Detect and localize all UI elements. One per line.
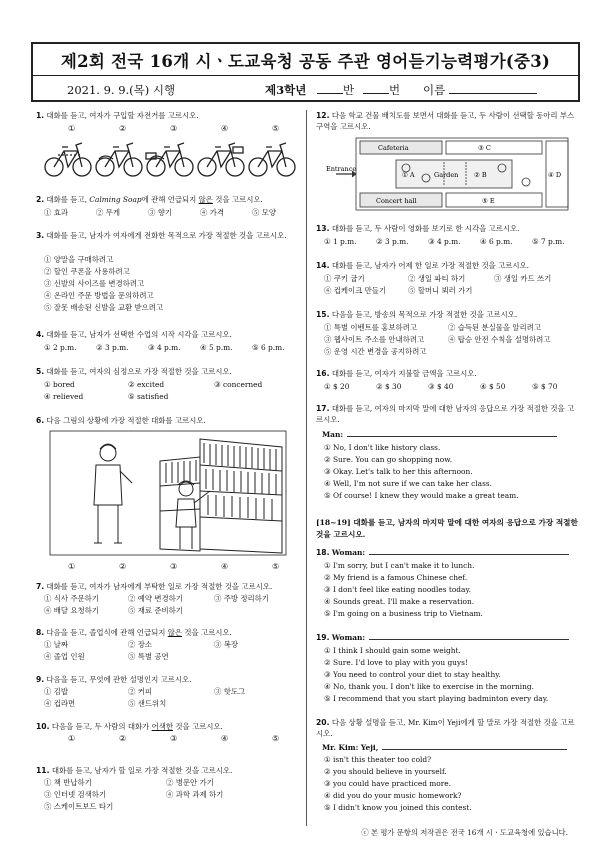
q15-option-3[interactable]: ③ 웹사이트 주소를 안내하려고 [324,335,425,344]
question-6: 6. 다음 그림의 상황에 가장 적절한 대화를 고르시오. ① ② ③ ④ ⑤ [36,415,298,426]
question-12: 12. 다음 학교 건물 배치도를 보면서 대화를 듣고, 두 사람이 선택할 동아리 부스 구역을 고르시오. [316,111,575,131]
q1-option-1[interactable]: ① [68,124,76,133]
q2-option-5[interactable]: ⑤ 모양 [252,208,277,217]
q9-option-5[interactable]: ⑤ 샌드위치 [128,699,167,708]
q8-option-4[interactable]: ④ 졸업 인원 [44,652,85,661]
q11-option-2[interactable]: ② 병문안 가기 [166,778,214,787]
q7-option-3[interactable]: ③ 주방 정리하기 [214,594,269,603]
q16-option-1[interactable]: ① $ 20 [324,382,350,391]
plan-entrance-label: Entrance [326,165,357,173]
q11-option-5[interactable]: ⑤ 스케이트보드 타기 [44,802,114,811]
q1-option-3[interactable]: ③ [170,124,178,133]
library-scene-illustration [50,431,286,555]
name-field[interactable] [423,82,537,98]
q9-option-1[interactable]: ① 김밥 [44,687,69,696]
q17-option-2[interactable]: ② Sure. You can go shopping now. [324,455,453,464]
q17-speaker: Man: [322,430,344,439]
q6-option-2[interactable]: ② [119,562,127,571]
q3-option-4[interactable]: ④ 온라인 주문 방법을 문의하려고 [44,291,154,300]
q20-option-1[interactable]: ① isn't this theater too cold? [324,755,432,764]
q19-speaker: Woman: [331,633,366,642]
plan-zone-b-label: ② B [474,171,487,179]
question-14: 14. 대화를 듣고, 남자가 어제 한 일로 가장 적절한 것을 고르시오. ① 쿠키 굽기 ② 생일 파티 하기 ③ 생일 카드 쓰기 ④ 컵케이크 만들기 ⑤ 할머니 뵈러 가기 [316,261,552,295]
exam-info-row [33,75,578,102]
q16-option-2[interactable]: ② $ 30 [376,382,402,391]
q16-option-4[interactable]: ④ $ 50 [480,382,506,391]
q10-option-3[interactable]: ③ [170,734,178,743]
q4-option-5[interactable]: ⑤ 6 p.m. [252,343,285,352]
question-13: 13. 대화를 듣고, 두 사람이 영화를 보기로 한 시각을 고르시오. ① 1 p.m. ② 3 p.m. ③ 4 p.m. ④ 6 p.m. ⑤ 7 p.m. [316,224,565,246]
q11-option-4[interactable]: ④ 과학 과제 하기 [166,790,224,799]
q7-option-2[interactable]: ② 예약 변경하기 [128,594,183,603]
q9-option-4[interactable]: ④ 컵라면 [44,699,76,708]
q7-option-4[interactable]: ④ 배달 요청하기 [44,606,99,615]
q18-speaker: Woman: [331,548,366,557]
q3-option-5[interactable]: ⑤ 잘못 배송된 신발을 교환 받으려고 [44,303,164,312]
question-17: 17. 대화를 듣고, 여자의 마지막 말에 대한 남자의 응답으로 가장 적절한 것을 고르시오. Man: ① No, I don't like history class. ② Sure. You can go shopping now. ③ Okay. Let's talk to her this afternoon. ④ Well, I'm not sure if we can take her class. ⑤ Of course! I knew they would make a great team. [316,404,575,500]
q13-option-1[interactable]: ① 1 p.m. [324,237,357,246]
q9-option-3[interactable]: ③ 핫도그 [214,687,246,696]
q5-option-5[interactable]: ⑤ satisfied [128,392,169,401]
q10-option-4[interactable]: ④ [221,734,229,743]
q2-option-1[interactable]: ① 효과 [44,208,69,217]
bicycle-5-icon [249,143,295,176]
q15-option-1[interactable]: ① 특별 이벤트를 홍보하려고 [324,323,417,332]
q14-option-1[interactable]: ① 쿠키 굽기 [324,274,365,283]
question-7: 7. 대화를 듣고, 여자가 남자에게 부탁한 일로 가장 적절한 것을 고르시오. ① 식사 주문하기 ② 예약 변경하기 ③ 주방 정리하기 ④ 배달 요청하기 ⑤ 재료 준비하기 [36,582,273,615]
bicycle-3-icon [146,143,193,176]
plan-zone-c-room [446,141,542,154]
q4-option-2[interactable]: ② 3 p.m. [96,343,129,352]
q9-option-2[interactable]: ② 커피 [128,687,153,696]
q20-speaker: Mr. Kim: Yeji, [322,743,379,752]
q7-option-5[interactable]: ⑤ 재료 준비하기 [128,606,183,615]
exam-date: 2021. 9. 9.(목) 시행 [67,83,176,97]
bicycle-4-icon [198,143,244,176]
q1-option-4[interactable]: ④ [221,124,229,133]
plan-cafeteria-label: Cafeteria [378,144,409,152]
q6-option-4[interactable]: ④ [221,562,229,571]
question-9: 9. 다음을 듣고, 무엇에 관한 설명인지 고르시오. ① 김밥 ② 커피 ③ 핫도그 ④ 컵라면 ⑤ 샌드위치 [36,675,246,708]
bicycle-illustrations [44,137,294,181]
bicycle-2-icon [96,143,142,176]
q14-option-3[interactable]: ③ 생일 카드 쓰기 [494,274,552,283]
q20-option-3[interactable]: ③ you could have practiced more. [324,779,452,788]
school-floor-plan [326,138,576,210]
q3-option-2[interactable]: ② 할인 쿠폰을 사용하려고 [44,267,130,276]
q17-option-1[interactable]: ① No, I don't like history class. [324,443,441,452]
question-3: 3. 대화를 듣고, 남자가 여자에게 전화한 목적으로 가장 적절한 것을 고르시오. ① 양말을 구매하려고 ② 할인 쿠폰을 사용하려고 ③ 신발의 사이즈를 변경하려고 ④ 온라인 주문 방법을 문의하려고 ⑤ 잘못 배송된 신발을 교환 받으려고 [36,231,287,312]
q8-option-1[interactable]: ① 날짜 [44,640,69,649]
question-4: 4. 대화를 듣고, 남자가 선택한 수업의 시작 시각을 고르시오. ① 2 p.m. ② 3 p.m. ③ 4 p.m. ④ 5 p.m. ⑤ 6 p.m. [36,330,285,352]
plan-zone-a-label: ① A [402,171,415,179]
question-11: 11. 대화를 듣고, 남자가 할 일로 가장 적절한 것을 고르시오. ① 책 반납하기 ② 병문안 가기 ③ 인터넷 검색하기 ④ 과학 과제 하기 ⑤ 스케이트보드 타기 [36,766,233,811]
q5-option-1[interactable]: ① bored [44,380,75,389]
q3-option-3[interactable]: ③ 신발의 사이즈를 변경하려고 [44,279,145,288]
q20-option-5[interactable]: ⑤ I didn't know you joined this contest. [324,803,472,812]
q18-option-1[interactable]: ① I'm sorry, but I can't make it to lunch. [324,561,475,570]
exam-header [31,42,580,102]
question-15: 15. 다음을 듣고, 방송의 목적으로 가장 적절한 것을 고르시오. ① 특별 이벤트를 홍보하려고 ② 습득된 분실물을 알리려고 ③ 웹사이트 주소를 안내하려고 ④ 탑승 안전 수칙을 설명하려고 ⑤ 운영 시간 변경을 공지하려고 [316,310,551,356]
q10-option-1[interactable]: ① [68,734,76,743]
question-2: 2. 대화를 듣고, Calming Soap에 관해 언급되지 않은 것을 고르시오. ① 효과 ② 무게 ③ 향기 ④ 가격 ⑤ 모양 [36,195,277,217]
q16-option-3[interactable]: ③ $ 40 [428,382,454,391]
question-8: 8. 다음을 듣고, 졸업식에 관해 언급되지 않은 것을 고르시오. ① 날짜 ② 장소 ③ 복장 ④ 졸업 인원 ⑤ 특별 공연 [36,628,239,661]
plan-concert-label: Concert hall [376,197,417,205]
q11-option-1[interactable]: ① 책 반납하기 [44,778,92,787]
q20-option-2[interactable]: ② you should believe in yourself. [324,767,447,776]
q15-option-5[interactable]: ⑤ 운영 시간 변경을 공지하려고 [324,347,427,356]
tree-icon [522,178,530,186]
number-label: 번 [389,83,401,97]
group-18-19-instruction: [18~19] 대화를 듣고, 남자의 마지막 말에 대한 여자의 응답으로 가장 적절한 것을 고르시오. [316,518,578,539]
q4-option-1[interactable]: ① 2 p.m. [44,343,77,352]
q19-option-2[interactable]: ② Sure. I'd love to play with you guys! [324,658,468,667]
plan-garden-label: Garden [434,171,459,179]
q2-option-3[interactable]: ③ 향기 [148,208,173,217]
q16-option-5[interactable]: ⑤ $ 70 [532,382,558,391]
q2-option-2[interactable]: ② 무게 [96,208,121,217]
q13-option-2[interactable]: ② 3 p.m. [376,237,409,246]
plan-zone-c-label: ③ C [478,144,491,152]
column-divider [306,110,307,826]
q17-option-4[interactable]: ④ Well, I'm not sure if we can take her class. [324,479,493,488]
grade-label: 제3학년 [265,83,307,97]
q14-option-5[interactable]: ⑤ 할머니 뵈러 가기 [408,286,473,295]
class-field[interactable] [317,82,354,98]
q20-option-4[interactable]: ④ did you do your music homework? [324,791,462,800]
question-10: 10. 다음을 듣고, 두 사람의 대화가 어색한 것을 고르시오. ① ② ③ ④ ⑤ [36,722,280,743]
q5-option-3[interactable]: ③ concerned [214,380,263,389]
q14-option-2[interactable]: ② 생일 파티 하기 [408,274,466,283]
q14-option-4[interactable]: ④ 컵케이크 만들기 [324,286,387,295]
q10-option-5[interactable]: ⑤ [272,734,280,743]
q17-option-3[interactable]: ③ Okay. Let's talk to her this afternoon. [324,467,473,476]
q11-option-3[interactable]: ③ 인터넷 검색하기 [44,790,107,799]
q8-option-3[interactable]: ③ 복장 [214,640,239,649]
q15-option-4[interactable]: ④ 탑승 안전 수칙을 설명하려고 [448,335,551,344]
q2-option-4[interactable]: ④ 가격 [200,208,225,217]
number-field[interactable] [363,82,400,98]
q18-option-2[interactable]: ② My friend is a famous Chinese chef. [324,573,468,582]
q5-option-2[interactable]: ② excited [128,380,165,389]
q19-option-4[interactable]: ④ No, thank you. I don't like to exercise in the morning. [324,682,535,691]
q18-option-3[interactable]: ③ I don't feel like eating noodles today. [324,585,471,594]
q17-option-5[interactable]: ⑤ Of course! I knew they would make a great team. [324,491,519,500]
name-label: 이름 [423,83,446,97]
q4-option-3[interactable]: ③ 4 p.m. [148,343,181,352]
q6-option-1[interactable]: ① [68,562,76,571]
q4-option-4[interactable]: ④ 5 p.m. [200,343,233,352]
q6-option-3[interactable]: ③ [170,562,178,571]
exam-title: 제2회 전국 16개 시ㆍ도교육청 공동 주관 영어듣기능력평가(중3) [60,52,551,71]
question-5: 5. 대화를 듣고, 여자의 심정으로 가장 적절한 것을 고르시오. ① bored ② excited ③ concerned ④ relieved ⑤ satisfied [36,367,263,401]
plan-zone-d-label: ④ D [548,171,562,179]
bicycle-1-icon [45,143,91,176]
question-16: 16. 대화를 듣고, 여자가 지불할 금액을 고르시오. ① $ 20 ② $ 30 ③ $ 40 ④ $ 50 ⑤ $ 70 [316,369,558,391]
q13-option-5[interactable]: ⑤ 7 p.m. [532,237,565,246]
question-1: 1. 대화를 듣고, 여자가 구입할 자전거를 고르시오. ① ② ③ ④ ⑤ [36,110,298,121]
q18-option-5[interactable]: ⑤ I'm going on a business trip to Vietnam. [324,609,483,618]
q7-option-1[interactable]: ① 식사 주문하기 [44,594,99,603]
question-20: 20. 다음 상황 설명을 듣고, Mr. Kim이 Yeji에게 할 말로 가장 적절한 것을 고르시오. Mr. Kim: Yeji, ① isn't this theater too cold? ② you should believe in yourself. ③ you could have practiced more. ④ did you do your music homework? ⑤ I didn't know you joined this contest. [316,718,575,812]
class-label: 반 [343,83,355,97]
plan-zone-e-label: ⑤ E [482,197,495,205]
question-19: 19. Woman: ① I think I should gain some weight. ② Sure. I'd love to play with you guys! ③ You need to control your diet to stay healthy. ④ No, thank you. I don't like to exercise in the morning. ⑤ I recommend that you start playing badminton every day. [316,631,578,643]
q6-option-5[interactable]: ⑤ [272,562,280,571]
q5-option-4[interactable]: ④ relieved [44,392,84,401]
question-18: 18. Woman: ① I'm sorry, but I can't make it to lunch. ② My friend is a famous Chinese chef. ③ I don't feel like eating noodles today. ④ Sounds great. I'll make a reservation. ⑤ I'm going on a business trip to Vietnam. [316,546,578,558]
q8-option-5[interactable]: ⑤ 특별 공연 [128,652,169,661]
q3-option-1[interactable]: ① 양말을 구매하려고 [44,255,114,264]
copyright-footer: ⓒ 본 평가 문항의 저작권은 전국 16개 시ㆍ도교육청에 있습니다. [361,828,568,837]
q8-option-2[interactable]: ② 장소 [128,640,153,649]
q1-option-5[interactable]: ⑤ [272,124,280,133]
q18-option-4[interactable]: ④ Sounds great. I'll make a reservation. [324,597,475,606]
q1-option-2[interactable]: ② [119,124,127,133]
q15-option-2[interactable]: ② 습득된 분실물을 알리려고 [448,323,541,332]
q19-option-1[interactable]: ① I think I should gain some weight. [324,646,461,655]
q19-option-5[interactable]: ⑤ I recommend that you start playing badminton every day. [324,694,549,703]
q10-option-2[interactable]: ② [119,734,127,743]
q13-option-3[interactable]: ③ 4 p.m. [428,237,461,246]
q19-option-3[interactable]: ③ You need to control your diet to stay healthy. [324,670,501,679]
q13-option-4[interactable]: ④ 6 p.m. [480,237,513,246]
